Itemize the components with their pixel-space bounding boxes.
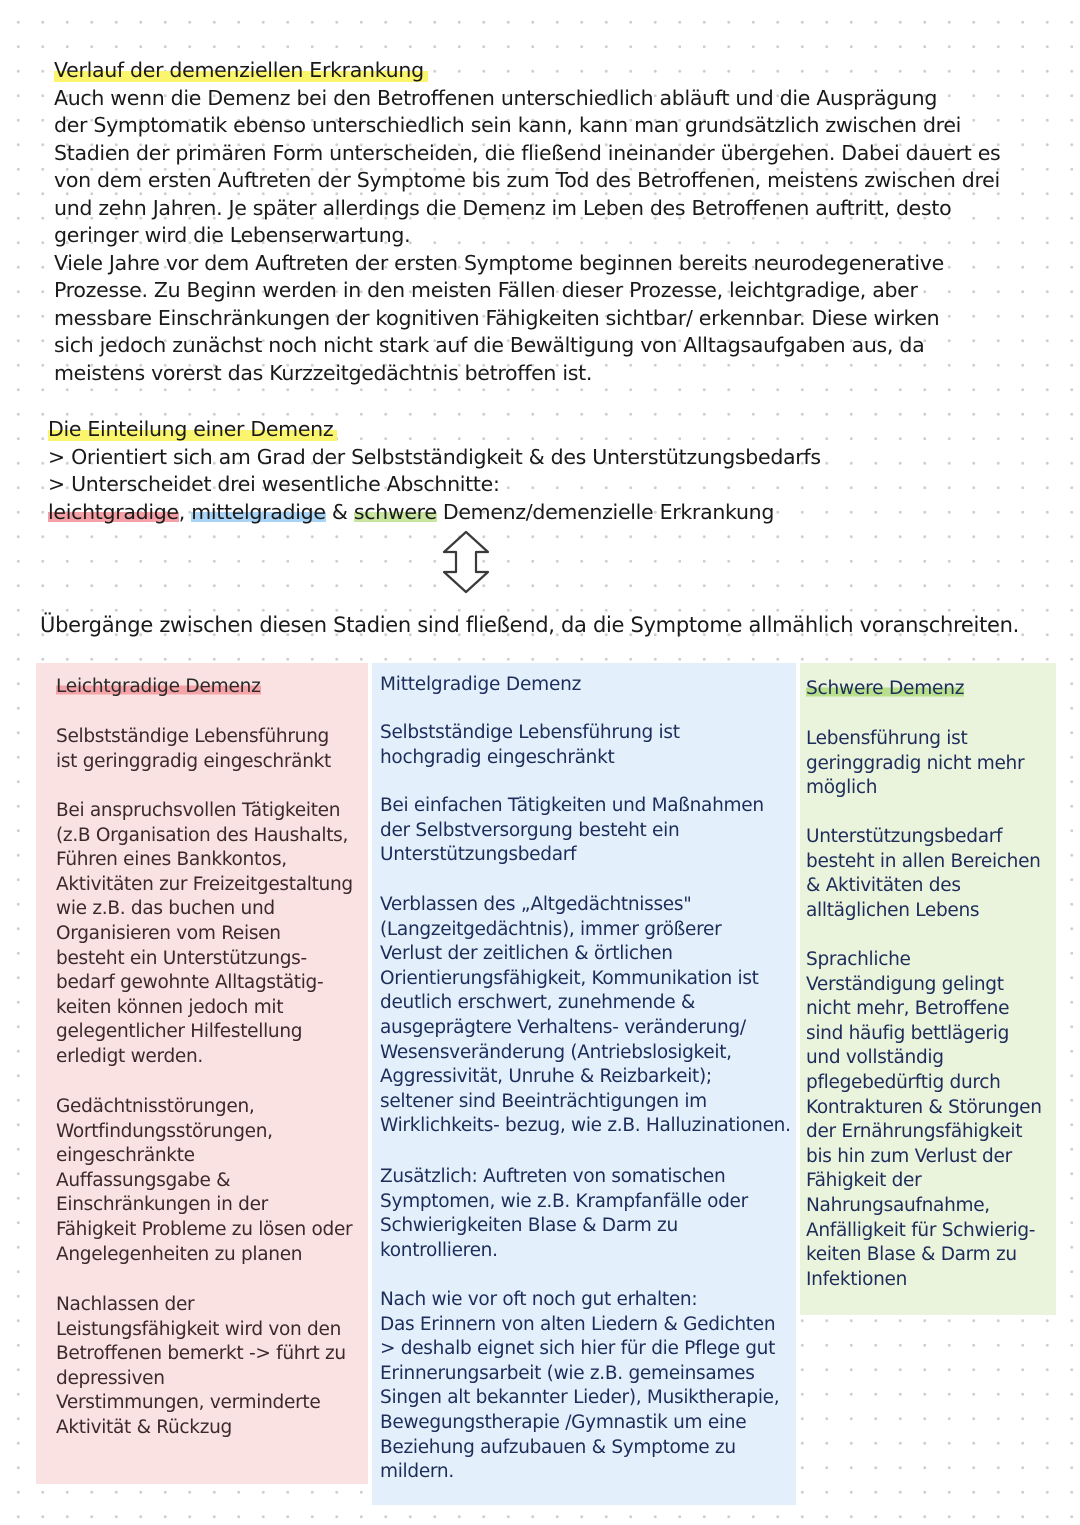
text-line: sind häufig bettlägerig: [806, 1022, 1010, 1044]
text-line: messbare Einschränkungen der kognitiven Fähigkeiten sichtbar/ erkennbar. Diese wirken: [54, 305, 940, 330]
text-line: seltener sind Beeinträchtigungen im: [380, 1090, 707, 1112]
section-classification-title: Die Einteilung einer Demenz: [48, 416, 337, 444]
column-severe-p3: [806, 948, 1042, 1292]
text-line: Einschränkungen in der: [56, 1194, 268, 1216]
text-line: Führen eines Bankkontos,: [56, 849, 287, 871]
text-line: Anfälligkeit für Schwierig-: [806, 1219, 1036, 1241]
text-line: besteht in allen Bereichen: [806, 850, 1041, 872]
text-line: Wirklichkeits- bezug, wie z.B. Halluzinationen.: [380, 1115, 791, 1137]
text-line: (z.B Organisation des Haushalts,: [56, 824, 349, 846]
section-course-body: [54, 85, 1064, 388]
column-moderate-p3: [380, 893, 791, 1139]
text-line: Betroffenen bemerkt -> führt zu: [56, 1343, 346, 1365]
column-mild-p4: [56, 1293, 346, 1441]
text-line: pflegebedürftig durch: [806, 1071, 1001, 1093]
text-line: gelegentlicher Hilfestellung: [56, 1021, 303, 1043]
column-moderate-p4: [380, 1165, 748, 1263]
text-line: Aktivitäten zur Freizeitgestaltung: [56, 873, 353, 895]
text-line: Aktivität & Rückzug: [56, 1416, 232, 1438]
text-line: Unterstützungsbedarf: [806, 826, 1003, 847]
text-line: der Symptomatik ebenso unterschiedlich sein kann, kann man grundsätzlich zwischen drei: [54, 113, 962, 137]
column-moderate-p5: [380, 1288, 779, 1485]
text-line: kontrollieren.: [380, 1239, 498, 1261]
stage-light: leichtgradige: [48, 499, 179, 524]
text-line: nicht mehr, Betroffene: [806, 998, 1010, 1020]
text-line: und zehn Jahren. Je später allerdings die Demenz im Leben des Betroffenen auftritt, desto: [54, 195, 952, 220]
text-line: Fähigkeit Probleme zu lösen oder: [56, 1218, 353, 1240]
text-line: Das Erinnern von alten Liedern & Gedichten: [380, 1313, 776, 1335]
transition-text: Übergänge zwischen diesen Stadien sind fließend, da die Symptome allmählich voranschreiten.: [40, 613, 1020, 637]
separator: ,: [178, 499, 192, 524]
double-arrow-icon: [440, 530, 492, 594]
column-mild-p1: [56, 725, 331, 774]
text-line: depressiven: [56, 1367, 165, 1389]
column-severe-p1: [806, 727, 1024, 801]
text-line: meistens vorerst das Kurzzeitgedächtnis betroffen ist.: [54, 360, 593, 385]
text-line: erledigt werden.: [56, 1045, 203, 1067]
text-line: bis hin zum Verlust der: [806, 1145, 1012, 1167]
text-line: Nahrungsaufnahme,: [806, 1194, 990, 1216]
text-line: Gedächtnisstörungen,: [56, 1096, 255, 1117]
column-mild-title: Leichtgradige Demenz: [56, 676, 261, 697]
text-line: Fähigkeit der: [806, 1170, 922, 1192]
column-moderate: [372, 663, 796, 1505]
text-line: ist geringgradig eingeschränkt: [56, 750, 331, 772]
text-line: Organisieren vom Reisen: [56, 922, 281, 944]
text-line: Nach wie vor oft noch gut erhalten:: [380, 1289, 698, 1310]
text-line: Selbstständige Lebensführung: [56, 726, 329, 747]
text-line: Symptomen, wie z.B. Krampfanfälle oder: [380, 1190, 748, 1212]
column-severe-title: Schwere Demenz: [806, 678, 965, 699]
text-line: möglich: [806, 777, 878, 799]
text-line: Auffassungsgabe &: [56, 1169, 231, 1191]
text-line: besteht ein Unterstützungs-: [56, 947, 307, 969]
bullet-stages: > Unterscheidet drei wesentliche Abschnitte:: [48, 472, 500, 496]
text-line: sich jedoch zunächst noch nicht stark auf die Bewältigung von Alltagsaufgaben aus, da: [54, 333, 925, 357]
text-line: keiten Blase & Darm zu: [806, 1244, 1017, 1266]
text-line: > deshalb eignet sich hier für die Pflege gut: [380, 1338, 776, 1360]
column-mild-p3: [56, 1095, 352, 1267]
text-line: deutlich erschwert, zunehmende &: [380, 992, 696, 1014]
text-line: Verblassen des „Altgedächtnisses": [380, 894, 692, 915]
text-line: Bei einfachen Tätigkeiten und Maßnahmen: [380, 795, 764, 816]
text-line: alltäglichen Lebens: [806, 899, 980, 921]
text-line: Stadien der primären Form unterscheiden, die fließend ineinander übergehen. Dabei dauert es: [54, 140, 1001, 165]
text-line: Viele Jahre vor dem Auftreten der ersten Symptome beginnen bereits neurodegenerative: [54, 250, 944, 275]
text-line: Infektionen: [806, 1268, 908, 1290]
text-line: Lebensführung ist: [806, 728, 968, 749]
text-line: Wortfindungsstörungen,: [56, 1120, 273, 1142]
text-line: geringgradig nicht mehr: [806, 752, 1025, 774]
text-line: Verlust der zeitlichen & örtlichen: [380, 943, 673, 965]
column-moderate-p1: [380, 721, 680, 770]
stage-medium: mittelgradige: [191, 499, 326, 524]
bullet-orientation: > Orientiert sich am Grad der Selbstständigkeit & des Unterstützungsbedarfs: [48, 444, 821, 469]
text-line: Kontrakturen & Störungen: [806, 1096, 1042, 1118]
text-line: der Ernährungsfähigkeit: [806, 1121, 1023, 1143]
text-line: eingeschränkte: [56, 1145, 195, 1167]
text-line: bedarf gewohnte Alltagstätig-: [56, 972, 324, 994]
column-moderate-p2: [380, 794, 764, 868]
text-line: (Langzeitgedächtnis), immer größerer: [380, 918, 722, 940]
text-line: Selbstständige Lebensführung ist: [380, 722, 680, 743]
text-line: Angelegenheiten zu planen: [56, 1243, 303, 1265]
text-line: Verständigung gelingt: [806, 973, 1004, 995]
text-line: hochgradig eingeschränkt: [380, 746, 615, 768]
text-line: Auch wenn die Demenz bei den Betroffenen unterschiedlich abläuft und die Ausprägung: [54, 85, 938, 110]
text-line: & Aktivitäten des: [806, 875, 961, 897]
column-mild-p2: [56, 799, 353, 1070]
text-line: Singen alt bekannter Lieder), Musiktherapie,: [380, 1387, 780, 1409]
text-line: Beziehung aufzubauen & Symptome zu: [380, 1436, 736, 1458]
column-severe: [800, 663, 1056, 1315]
text-line: Verstimmungen, verminderte: [56, 1392, 321, 1414]
section-course-title: Verlauf der demenziellen Erkrankung: [54, 57, 428, 85]
text-line: Prozesse. Zu Beginn werden in den meisten Fällen dieser Prozesse, leichtgradige, aber: [54, 278, 918, 302]
text-line: Zusätzlich: Auftreten von somatischen: [380, 1166, 726, 1187]
column-severe-p2: [806, 825, 1041, 923]
text-line: geringer wird die Lebenserwartung.: [54, 223, 411, 247]
separator: &: [325, 499, 354, 524]
text-line: und vollständig: [806, 1047, 944, 1069]
text-line: Sprachliche: [806, 949, 911, 970]
text-line: Wesensveränderung (Antriebslosigkeit,: [380, 1041, 732, 1063]
text-line: Erinnerungsarbeit (wie z.B. gemeinsames: [380, 1362, 755, 1384]
text-line: Nachlassen der: [56, 1294, 195, 1315]
text-line: mildern.: [380, 1461, 454, 1483]
column-moderate-title: Mittelgradige Demenz: [380, 674, 582, 695]
stages-suffix: Demenz/demenzielle Erkrankung: [436, 499, 775, 524]
stages-line: [48, 499, 1058, 527]
text-line: Unterstützungsbedarf: [380, 844, 577, 866]
text-line: ausgeprägtere Verhaltens- veränderung/: [380, 1016, 746, 1038]
text-line: keiten können jedoch mit: [56, 996, 284, 1018]
text-line: Leistungsfähigkeit wird von den: [56, 1318, 341, 1340]
text-line: von dem ersten Auftreten der Symptome bis zum Tod des Betroffenen, meistens zwischen drei: [54, 168, 1000, 192]
section-classification: [48, 416, 1058, 526]
text-line: Bewegungstherapie /Gymnastik um eine: [380, 1411, 747, 1433]
column-mild: [36, 663, 368, 1484]
text-line: Schwierigkeiten Blase & Darm zu: [380, 1215, 678, 1237]
text-line: der Selbstversorgung besteht ein: [380, 819, 680, 841]
text-line: Aggressivität, Unruhe & Reizbarkeit);: [380, 1066, 712, 1088]
text-line: Orientierungsfähigkeit, Kommunikation ist: [380, 967, 759, 989]
stage-severe: schwere: [353, 499, 437, 524]
text-line: wie z.B. das buchen und: [56, 898, 275, 920]
section-course: [54, 57, 1064, 387]
text-line: Bei anspruchsvollen Tätigkeiten: [56, 800, 341, 821]
